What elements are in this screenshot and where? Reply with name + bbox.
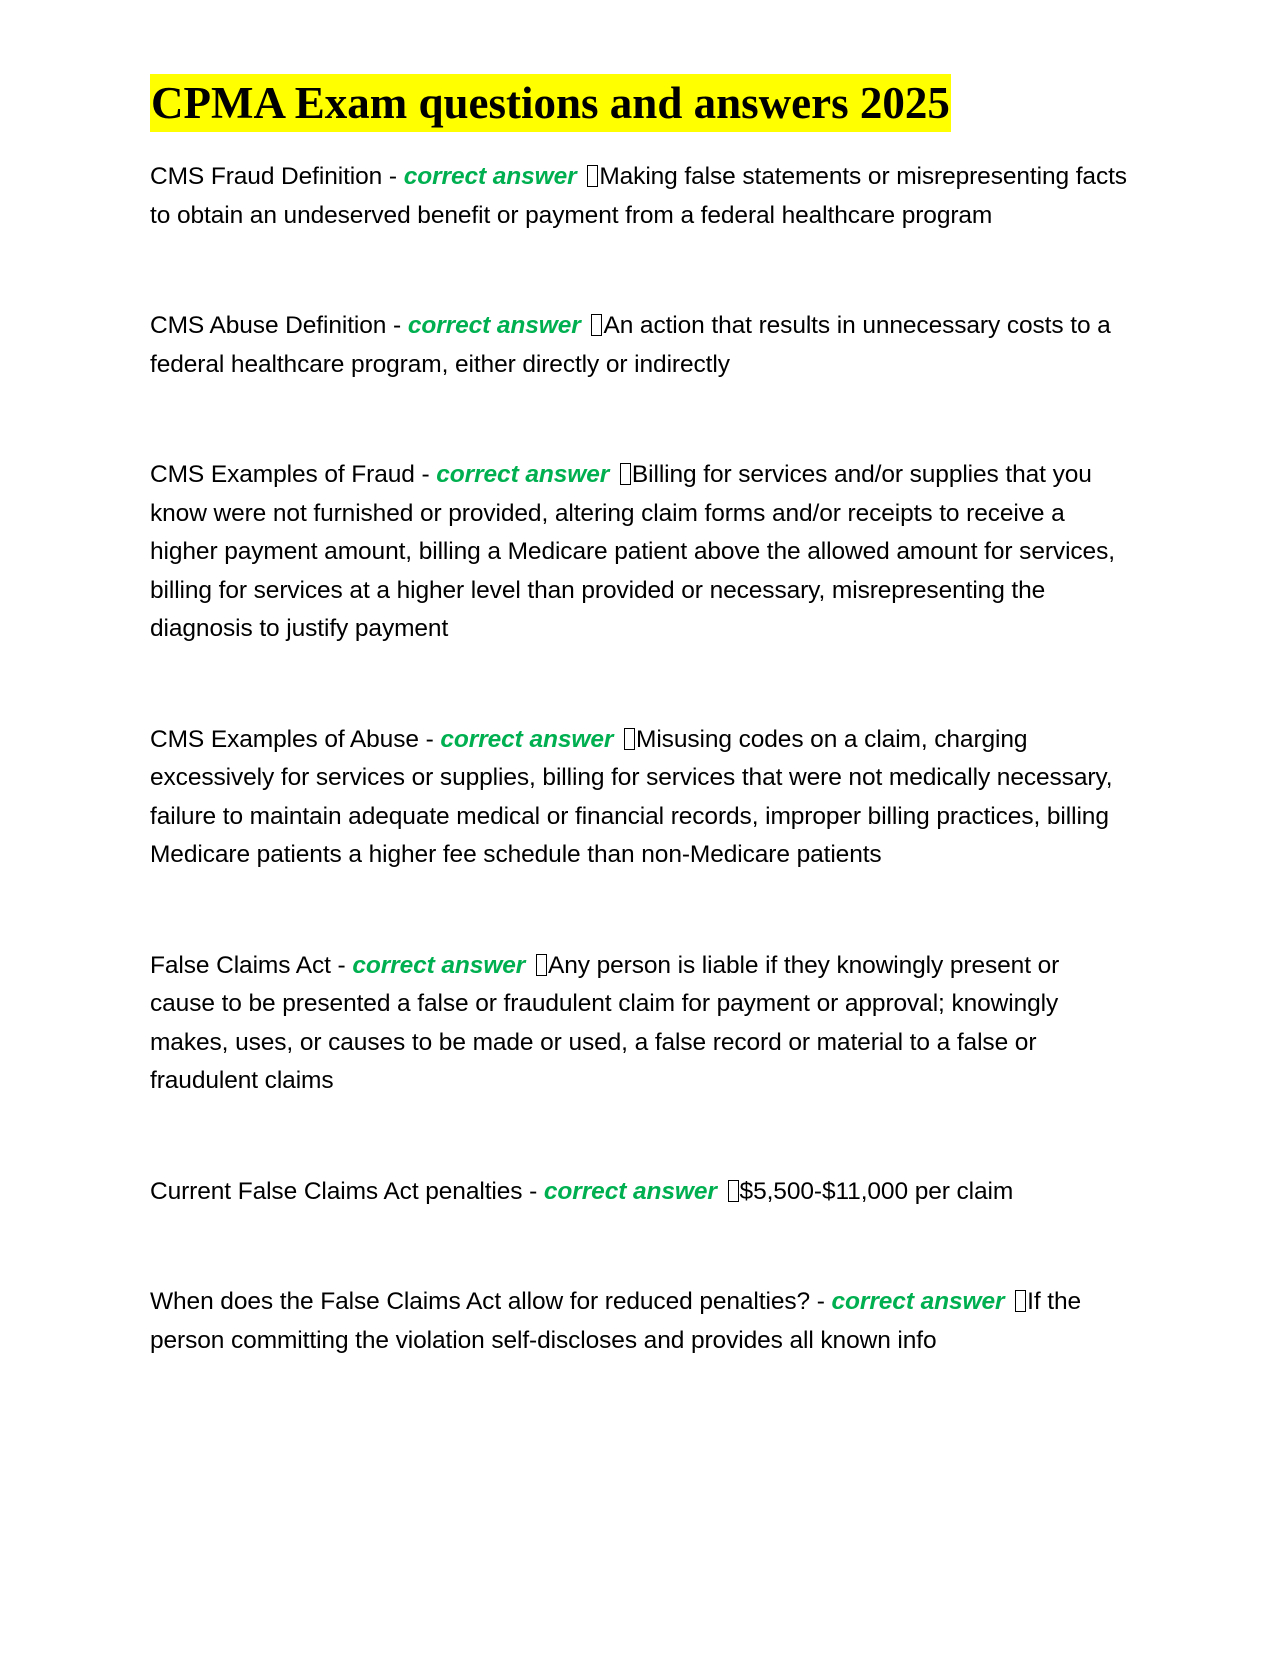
correct-answer-marker: correct answer (440, 725, 614, 753)
answer-text: Misusing codes on a claim, charging excessively for services or supplies, billing for services that were not medically necessary, failure to maintain adequate medical or financial records, improper billing practices, billing Medicare patients a higher fee schedule than non-Medicare patients (150, 725, 1113, 868)
missing-glyph-icon (591, 314, 602, 336)
document-page (150, 74, 1130, 1432)
correct-answer-marker: correct answer (831, 1288, 1005, 1315)
correct-answer-marker: correct answer (352, 951, 526, 979)
missing-glyph-icon (587, 165, 598, 187)
qa-entry: When does the False Claims Act allow for reduced penalties? - correct answer If the person committing the violation self-discloses and provides all known info (150, 1288, 1082, 1354)
question-text: CMS Examples of Abuse (150, 725, 419, 753)
qa-entry: CMS Examples of Fraud - correct answer Billing for services and/or supplies that you know were not furnished or provided, altering claim forms and/or receipts to receive a higher payment amount, billing a Medicare patient above the allowed amount for services, billing for services at a higher level than provided or necessary, misrepresenting the diagnosis to justify payment (150, 461, 1115, 642)
answer-text: Any person is liable if they knowingly present or cause to be presented a false or fraudulent claim for payment or approval; knowingly makes, uses, or causes to be made or used, a false record or material to a false or fraudulent claims (150, 951, 1060, 1094)
correct-answer-marker: correct answer (436, 461, 610, 488)
missing-glyph-icon (620, 463, 631, 485)
correct-answer-marker: correct answer (543, 1177, 717, 1205)
answer-text: Making false statements or misrepresenting facts to obtain an undeserved benefit or payment from a federal healthcare program (150, 163, 1127, 229)
correct-answer-marker: correct answer (407, 312, 581, 339)
document-title: CPMA Exam questions and answers 2025 (150, 74, 951, 132)
correct-answer-marker: correct answer (403, 163, 577, 190)
qa-entry: CMS Examples of Abuse - correct answer Misusing codes on a claim, charging excessively for services or supplies, billing for services that were not medically necessary, failure to maintain adequate medical or financial records, improper billing practices, billing Medicare patients a higher fee schedule than non-Medicare patients (150, 725, 1113, 868)
missing-glyph-icon (536, 954, 547, 976)
qa-entry: CMS Fraud Definition - correct answer Making false statements or misrepresenting facts to obtain an undeserved benefit or payment from a federal healthcare program (150, 163, 1127, 229)
answer-text: $5,500-$11,000 per claim (739, 1177, 1014, 1205)
answer-text: If the person committing the violation self-discloses and provides all known info (150, 1288, 1082, 1354)
missing-glyph-icon (1015, 1290, 1026, 1312)
question-text: CMS Fraud Definition (150, 163, 383, 190)
question-text: CMS Abuse Definition (150, 312, 387, 339)
missing-glyph-icon (728, 1180, 739, 1202)
question-text: False Claims Act (150, 951, 331, 979)
qa-entry: False Claims Act - correct answer Any person is liable if they knowingly present or cause to be presented a false or fraudulent claim for payment or approval; knowingly makes, uses, or causes to be made or used, a false record or material to a false or fraudulent claims (150, 951, 1060, 1094)
answer-text: An action that results in unnecessary costs to a federal healthcare program, either directly or indirectly (150, 312, 1111, 378)
missing-glyph-icon (624, 728, 635, 750)
qa-list (150, 158, 1130, 1360)
question-text: CMS Examples of Fraud (150, 461, 415, 488)
question-text: When does the False Claims Act allow for reduced penalties? (150, 1288, 811, 1315)
answer-text: Billing for services and/or supplies that you know were not furnished or provided, altering claim forms and/or receipts to receive a higher payment amount, billing a Medicare patient above the allowed amount for services, billing for services at a higher level than provided or necessary, misrepresenting the diagnosis to justify payment (150, 461, 1115, 642)
qa-entry: CMS Abuse Definition - correct answer An action that results in unnecessary costs to a federal healthcare program, either directly or indirectly (150, 312, 1111, 378)
qa-entry: Current False Claims Act penalties - correct answer $5,500-$11,000 per claim (150, 1177, 1014, 1205)
question-text: Current False Claims Act penalties (150, 1177, 523, 1205)
